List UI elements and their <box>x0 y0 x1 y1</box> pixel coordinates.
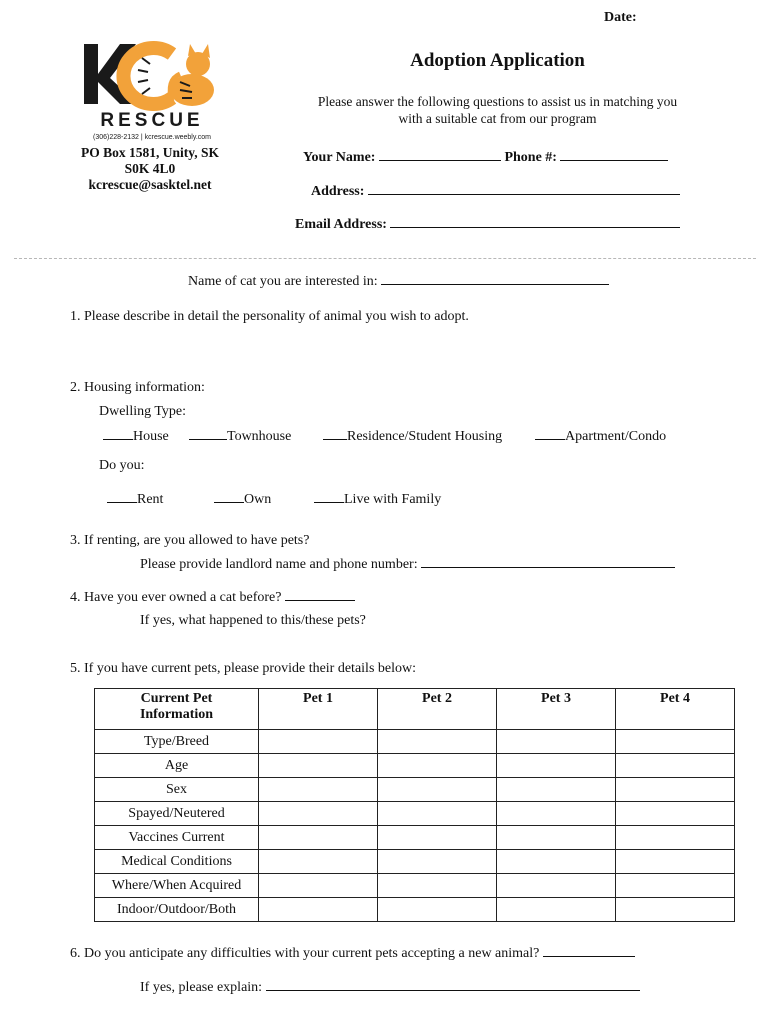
table-cell[interactable] <box>378 850 497 874</box>
cat-interest-row <box>188 274 609 290</box>
table-cell[interactable] <box>378 826 497 850</box>
address-label: Address: <box>311 184 365 199</box>
org-address-line1: PO Box 1581, Unity, SK <box>80 145 220 160</box>
question-4: 4. Have you ever owned a cat before? <box>70 590 282 605</box>
landlord-field[interactable] <box>421 566 675 568</box>
your-name-field[interactable] <box>379 159 501 161</box>
email-field[interactable] <box>390 226 680 228</box>
row-label: Vaccines Current <box>95 826 259 850</box>
table-cell[interactable] <box>497 730 616 754</box>
table-cell[interactable] <box>259 754 378 778</box>
tenure-option-family[interactable] <box>314 492 441 508</box>
landlord-label: Please provide landlord name and phone number: <box>140 557 418 572</box>
table-cell[interactable] <box>378 754 497 778</box>
row-label: Indoor/Outdoor/Both <box>95 898 259 922</box>
question-2: 2. Housing information: <box>70 380 205 395</box>
cat-interest-field[interactable] <box>381 283 609 285</box>
tenure-rent-blank[interactable] <box>107 501 137 503</box>
table-cell[interactable] <box>259 850 378 874</box>
email-row <box>295 217 680 233</box>
landlord-row <box>140 557 675 573</box>
table-header-line2: Information <box>139 707 214 722</box>
dwelling-townhouse-label: Townhouse <box>227 429 292 444</box>
owned-cat-field[interactable] <box>285 599 355 601</box>
explain-field[interactable] <box>266 989 640 991</box>
table-cell[interactable] <box>497 802 616 826</box>
row-label: Age <box>95 754 259 778</box>
dwelling-option-townhouse[interactable] <box>189 429 291 445</box>
table-header-pet3: Pet 3 <box>497 689 616 730</box>
table-cell[interactable] <box>259 778 378 802</box>
question-6-row <box>70 946 635 962</box>
table-header-pet2: Pet 2 <box>378 689 497 730</box>
dwelling-apartment-blank[interactable] <box>535 438 565 440</box>
table-cell[interactable] <box>616 850 735 874</box>
table-cell[interactable] <box>616 874 735 898</box>
table-cell[interactable] <box>616 730 735 754</box>
tenure-own-blank[interactable] <box>214 501 244 503</box>
table-cell[interactable] <box>497 874 616 898</box>
tenure-family-blank[interactable] <box>314 501 344 503</box>
your-name-label: Your Name: <box>303 150 376 165</box>
tenure-own-label: Own <box>244 492 272 507</box>
logo-rescue-text: RESCUE <box>100 110 204 131</box>
address-field[interactable] <box>368 193 680 195</box>
table-cell[interactable] <box>378 778 497 802</box>
org-address-line2: S0K 4L0 <box>124 161 176 176</box>
question-6: 6. Do you anticipate any difficulties with your current pets accepting a new animal? <box>70 946 540 961</box>
your-name-row <box>303 150 668 166</box>
question-5: 5. If you have current pets, please provide their details below: <box>70 661 416 676</box>
date-label: Date: <box>604 10 637 25</box>
table-cell[interactable] <box>259 826 378 850</box>
explain-row <box>140 980 640 996</box>
pet-details-table <box>94 688 735 922</box>
table-cell[interactable] <box>259 874 378 898</box>
page-title: Adoption Application <box>410 50 585 71</box>
table-cell[interactable] <box>378 802 497 826</box>
row-label: Spayed/Neutered <box>95 802 259 826</box>
table-cell[interactable] <box>616 898 735 922</box>
dwelling-apartment-label: Apartment/Condo <box>565 429 667 444</box>
dwelling-house-blank[interactable] <box>103 438 133 440</box>
table-row <box>95 802 735 826</box>
row-label: Medical Conditions <box>95 850 259 874</box>
table-cell[interactable] <box>616 802 735 826</box>
dwelling-residence-blank[interactable] <box>323 438 347 440</box>
table-row <box>95 730 735 754</box>
intro-line-1: Please answer the following questions to assist us in matching you <box>317 94 678 109</box>
question-4-row <box>70 590 355 606</box>
table-header-pet1: Pet 1 <box>259 689 378 730</box>
table-cell[interactable] <box>259 802 378 826</box>
table-cell[interactable] <box>497 754 616 778</box>
table-cell[interactable] <box>616 826 735 850</box>
dwelling-townhouse-blank[interactable] <box>189 438 227 440</box>
table-row <box>95 874 735 898</box>
difficulties-field[interactable] <box>543 955 635 957</box>
phone-label: Phone #: <box>504 150 557 165</box>
table-cell[interactable] <box>497 778 616 802</box>
table-cell[interactable] <box>259 730 378 754</box>
dwelling-type-label: Dwelling Type: <box>99 404 187 419</box>
question-3: 3. If renting, are you allowed to have pets? <box>70 533 310 548</box>
tenure-rent-label: Rent <box>137 492 164 507</box>
tenure-option-rent[interactable] <box>107 492 163 508</box>
table-cell[interactable] <box>497 898 616 922</box>
table-row <box>95 754 735 778</box>
address-row <box>311 184 680 200</box>
dwelling-option-apartment[interactable] <box>535 429 666 445</box>
dwelling-option-house[interactable] <box>103 429 169 445</box>
table-cell[interactable] <box>378 730 497 754</box>
explain-label: If yes, please explain: <box>140 980 263 995</box>
table-cell[interactable] <box>378 898 497 922</box>
table-header-line1: Current Pet <box>140 691 213 706</box>
row-label: Sex <box>95 778 259 802</box>
row-label: Type/Breed <box>95 730 259 754</box>
logo-contact-text: (306)228-2132 | kcrescue.weebly.com <box>92 134 212 141</box>
phone-field[interactable] <box>560 159 668 161</box>
dwelling-residence-label: Residence/Student Housing <box>347 429 503 444</box>
tenure-family-label: Live with Family <box>344 492 442 507</box>
table-cell[interactable] <box>259 898 378 922</box>
question-1: 1. Please describe in detail the personality of animal you wish to adopt. <box>70 309 469 324</box>
dwelling-option-residence[interactable] <box>323 429 502 445</box>
table-row <box>95 898 735 922</box>
email-label: Email Address: <box>295 217 387 232</box>
table-cell[interactable] <box>616 778 735 802</box>
question-4-followup: If yes, what happened to this/these pets? <box>140 613 366 628</box>
table-header-pet4: Pet 4 <box>616 689 735 730</box>
row-label: Where/When Acquired <box>95 874 259 898</box>
table-cell[interactable] <box>497 826 616 850</box>
table-header-info <box>95 689 259 730</box>
table-row <box>95 778 735 802</box>
table-cell[interactable] <box>378 874 497 898</box>
cat-interest-label: Name of cat you are interested in: <box>188 274 378 289</box>
do-you-label: Do you: <box>99 458 145 473</box>
kc-rescue-logo <box>80 40 225 142</box>
org-email: kcrescue@sasktel.net <box>88 177 212 192</box>
tenure-option-own[interactable] <box>214 492 271 508</box>
table-row <box>95 826 735 850</box>
intro-line-2: with a suitable cat from our program <box>398 111 597 126</box>
section-divider <box>14 258 756 259</box>
table-row <box>95 850 735 874</box>
table-cell[interactable] <box>497 850 616 874</box>
dwelling-house-label: House <box>133 429 169 444</box>
table-cell[interactable] <box>616 754 735 778</box>
